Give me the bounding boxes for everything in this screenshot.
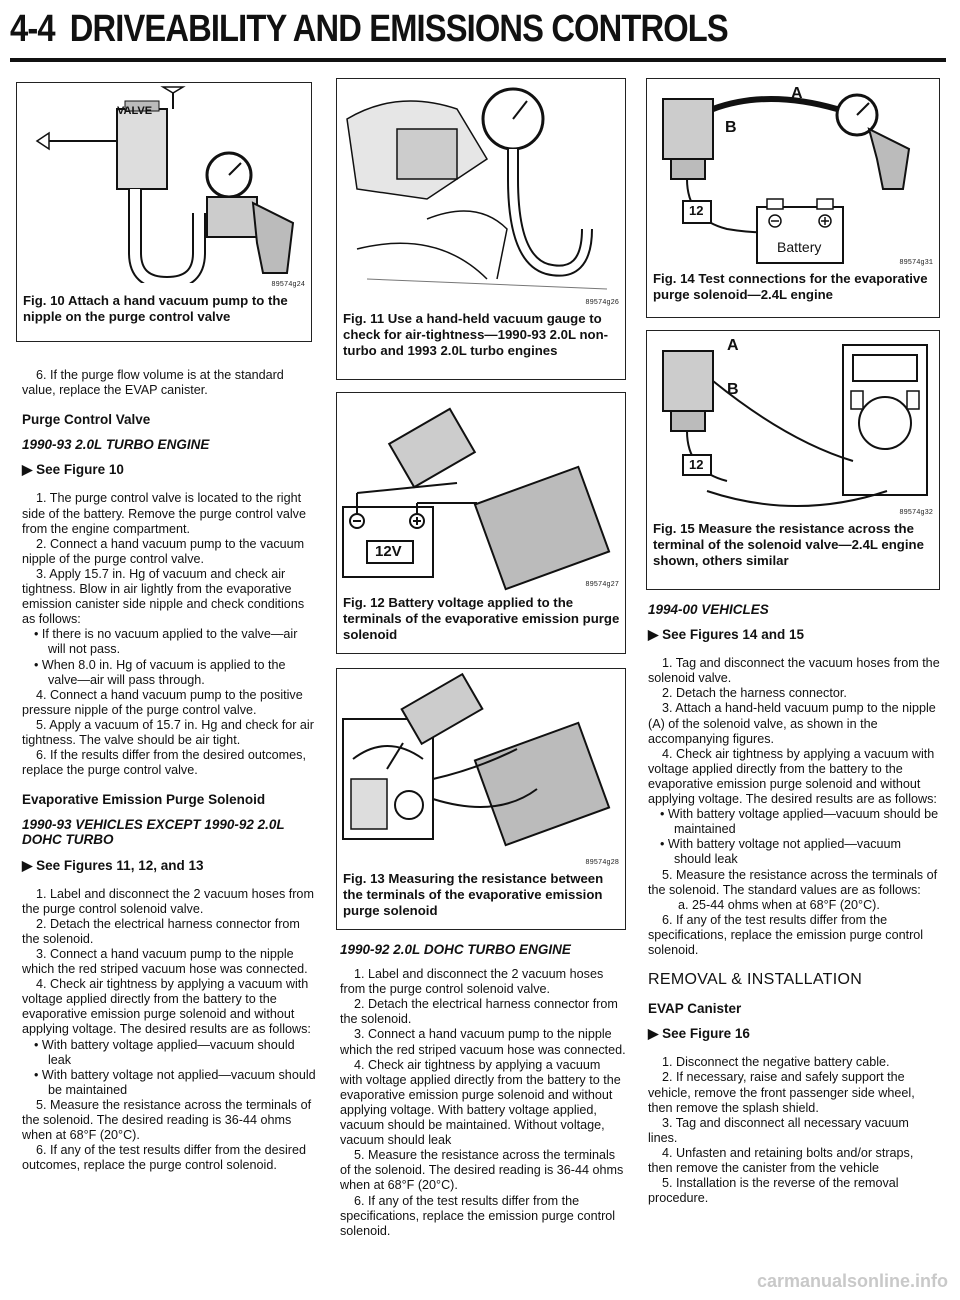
c3-r4: 4. Unfasten and retaining bolts and/or straps, then remove the canister from the vehicle bbox=[648, 1145, 914, 1175]
c2-s3: 3. Connect a hand vacuum pump to the nipple which the red striped vacuum hose was connected. bbox=[340, 1027, 626, 1057]
fig13-illustration bbox=[337, 669, 625, 869]
c1-tb1: • With battery voltage applied—vacuum should leak bbox=[34, 1037, 295, 1067]
c1-s6: 6. If the results differ from the desired outcomes, replace the purge control valve. bbox=[22, 748, 306, 778]
fig12-code: 89574g27 bbox=[585, 581, 619, 589]
c3-heading-vehicles: 1994-00 VEHICLES bbox=[648, 602, 769, 617]
c3-b2: • With battery voltage not applied—vacuum should leak bbox=[660, 837, 902, 867]
header-rule bbox=[10, 58, 946, 62]
figure-10 bbox=[16, 82, 312, 342]
column-1 bbox=[22, 368, 318, 1173]
c3-r1: 1. Disconnect the negative battery cable. bbox=[662, 1055, 890, 1070]
c1-s2: 2. Connect a hand vacuum pump to the vacuum nipple of the purge control valve. bbox=[22, 536, 305, 566]
page-header bbox=[10, 8, 728, 51]
c1-b2: • When 8.0 in. Hg of vacuum is applied to the valve—air will pass through. bbox=[34, 657, 286, 687]
c1-t2: 2. Detach the electrical harness connector from the solenoid. bbox=[22, 916, 300, 946]
fig14-battery-label: Battery bbox=[777, 239, 822, 255]
fig10-valve-label: VALVE bbox=[117, 105, 153, 117]
c3-s2: 2. Detach the harness connector. bbox=[662, 686, 847, 701]
fig13-caption: Fig. 13 Measuring the resistance between the terminals of the evaporative emission purge solenoid bbox=[343, 871, 604, 918]
c1-see11-text: See Figures 11, 12, and 13 bbox=[36, 857, 204, 873]
c3-s1: 1. Tag and disconnect the vacuum hoses from the solenoid valve. bbox=[648, 656, 940, 686]
c1-b1: • If there is no vacuum applied to the valve—air will not pass. bbox=[34, 627, 298, 657]
c2-s5: 5. Measure the resistance across the terminals of the solenoid. The desired reading is 36-44 ohms when at 68°F (20°C). bbox=[340, 1148, 624, 1193]
fig15-label-a: A bbox=[727, 337, 739, 354]
c1-heading-engine: 1990-93 2.0L TURBO ENGINE bbox=[22, 437, 210, 453]
fig14-caption: Fig. 14 Test connections for the evaporative purge solenoid—2.4L engine bbox=[653, 271, 928, 302]
c2-heading-engine: 1990-92 2.0L DOHC TURBO ENGINE bbox=[340, 942, 571, 957]
figure-12 bbox=[336, 392, 626, 654]
c3-r2: 2. If necessary, raise and safely support the vehicle, remove the front passenger side wheel, then remove the splash shield. bbox=[648, 1070, 915, 1115]
c1-t4: 4. Check air tightness by applying a vacuum with voltage applied directly from the battery to the evaporative emission purge solenoid and without applying voltage. The desired results are as follows: bbox=[22, 977, 311, 1037]
fig15-label-b: B bbox=[727, 381, 739, 398]
c3-see-figures-14-15: ▶ See Figures 14 and 15 bbox=[648, 627, 804, 643]
c1-t1: 1. Label and disconnect the 2 vacuum hoses from the purge control solenoid valve. bbox=[22, 886, 314, 916]
fig15-caption: Fig. 15 Measure the resistance across the terminal of the solenoid valve—2.4L engine shown, others similar bbox=[653, 521, 924, 568]
c1-t5: 5. Measure the resistance across the terminals of the solenoid. The desired reading is 36-44 ohms when at 68°F (20°C). bbox=[22, 1097, 312, 1143]
c1-see-figures-11-13: ▶ See Figures 11, 12, and 13 bbox=[22, 857, 204, 873]
figure-14 bbox=[646, 78, 940, 318]
c3-see14-text: See Figures 14 and 15 bbox=[662, 627, 804, 643]
figure-13 bbox=[336, 668, 626, 930]
c3-s3: 3. Attach a hand-held vacuum pump to the nipple (A) of the solenoid valve, as shown in the accompanying figures. bbox=[648, 701, 936, 746]
c3-b1: • With battery voltage applied—vacuum should be maintained bbox=[660, 807, 939, 837]
c2-s4: 4. Check air tightness by applying a vacuum with voltage applied directly from the battery to the evaporative emission purge solenoid and without applying voltage. With battery voltage applied, vacuum should be maintained. Without voltage, vacuum should leak bbox=[340, 1057, 621, 1148]
c2-s6: 6. If any of the test results differ from the specifications, replace the emission purge control solenoid. bbox=[340, 1193, 616, 1238]
c1-heading-purge: Purge Control Valve bbox=[22, 412, 151, 428]
fig10-code: 89574g24 bbox=[271, 281, 305, 289]
c1-p1: 6. If the purge flow volume is at the standard value, replace the EVAP canister. bbox=[22, 368, 284, 398]
fig12-12v-label: 12V bbox=[375, 543, 402, 560]
watermark: carmanualsonline.info bbox=[756, 1271, 948, 1291]
c1-see-figure-10: ▶ See Figure 10 bbox=[22, 462, 124, 478]
fig14-label-b: B bbox=[725, 119, 737, 136]
c1-heading-vehicles: 1990-93 VEHICLES EXCEPT 1990-92 2.0L DOHC TURBO bbox=[22, 817, 285, 848]
c3-see16-text: See Figure 16 bbox=[662, 1026, 750, 1042]
section-number: 4-4 bbox=[10, 8, 55, 50]
c1-s5: 5. Apply a vacuum of 15.7 in. Hg and check for air tightness. The valve should be air tight. bbox=[22, 717, 314, 747]
fig15-code: 89574g32 bbox=[899, 509, 933, 517]
fig14-label-a: A bbox=[791, 85, 803, 102]
fig11-caption: Fig. 11 Use a hand-held vacuum gauge to check for air-tightness—1990-93 2.0L non-turbo and 1993 2.0L turbo engines bbox=[343, 311, 609, 358]
fig11-code: 89574g26 bbox=[585, 299, 619, 307]
fig14-12-label: 12 bbox=[689, 203, 704, 218]
c3-section-removal: REMOVAL & INSTALLATION bbox=[648, 971, 863, 989]
c3-heading-canister: EVAP Canister bbox=[648, 1001, 742, 1017]
c1-tb2: • With battery voltage not applied—vacuum should be maintained bbox=[34, 1067, 316, 1097]
c3-see-figure-16: ▶ See Figure 16 bbox=[648, 1026, 750, 1042]
figure-15 bbox=[646, 330, 940, 590]
c2-s1: 1. Label and disconnect the 2 vacuum hoses from the purge control solenoid valve. bbox=[340, 967, 604, 997]
c3-s4: 4. Check air tightness by applying a vacuum with voltage applied directly from the battery to the evaporative emission purge solenoid and without applying voltage. The desired results are as follows: bbox=[648, 746, 937, 807]
c3-r3: 3. Tag and disconnect all necessary vacuum lines. bbox=[648, 1115, 909, 1145]
c2-s2: 2. Detach the electrical harness connector from the solenoid. bbox=[340, 997, 618, 1027]
figure-11 bbox=[336, 78, 626, 380]
c3-s5: 5. Measure the resistance across the terminals of the solenoid. The standard values are as follows: bbox=[648, 867, 938, 897]
fig13-code: 89574g28 bbox=[585, 859, 619, 867]
c1-t6: 6. If any of the test results differ from the desired outcomes, replace the purge control solenoid. bbox=[22, 1143, 306, 1173]
fig14-code: 89574g31 bbox=[899, 259, 933, 267]
c1-s1: 1. The purge control valve is located to the right side of the battery. Remove the purge control valve from the engine compartment. bbox=[22, 491, 306, 536]
c3-r5: 5. Installation is the reverse of the removal procedure. bbox=[648, 1176, 899, 1206]
fig10-illustration bbox=[17, 83, 311, 283]
fig15-illustration bbox=[647, 331, 939, 517]
c3-s6: 6. If any of the test results differ from the specifications, replace the emission purge control solenoid. bbox=[648, 912, 924, 957]
column-3 bbox=[648, 602, 940, 1206]
c1-s4: 4. Connect a hand vacuum pump to the positive pressure nipple of the purge control valve. bbox=[22, 687, 303, 717]
fig11-illustration bbox=[337, 79, 625, 299]
c1-t3: 3. Connect a hand vacuum pump to the nipple which the red striped vacuum hose was connected. bbox=[22, 947, 308, 977]
c1-s3: 3. Apply 15.7 in. Hg of vacuum and check air tightness. Blow in air lightly from the evaporative emission canister side nipple and check conditions as follows: bbox=[22, 566, 305, 627]
c3-s5a: a. 25-44 ohms when at 68°F (20°C). bbox=[678, 897, 880, 912]
fig12-caption: Fig. 12 Battery voltage applied to the terminals of the evaporative emission purge solenoid bbox=[343, 595, 620, 642]
fig10-caption: Fig. 10 Attach a hand vacuum pump to the nipple on the purge control valve bbox=[23, 293, 288, 324]
fig15-12-label: 12 bbox=[689, 457, 704, 472]
c1-heading-evap: Evaporative Emission Purge Solenoid bbox=[22, 792, 266, 808]
fig12-illustration bbox=[337, 393, 625, 593]
page-title: DRIVEABILITY AND EMISSIONS CONTROLS bbox=[69, 8, 728, 50]
c1-see10-text: See Figure 10 bbox=[36, 462, 124, 478]
column-2 bbox=[340, 942, 626, 1239]
